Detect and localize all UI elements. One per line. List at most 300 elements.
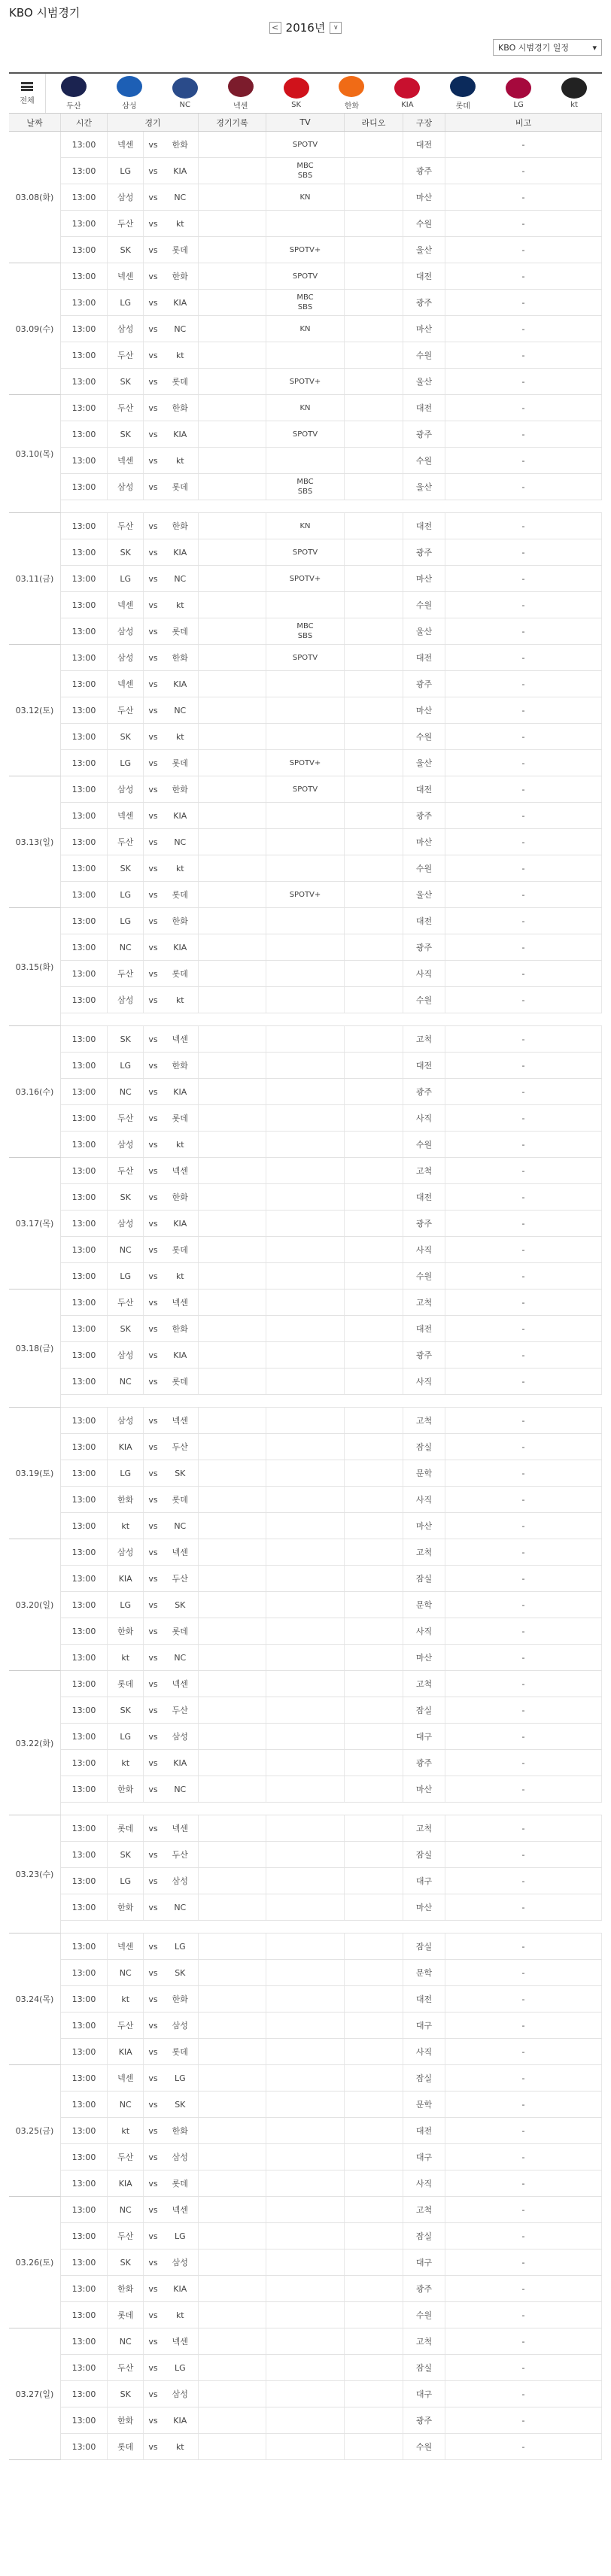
vs-label: vs — [148, 1218, 158, 1229]
note: - — [445, 2144, 602, 2170]
table-row — [9, 2170, 602, 2197]
vs-label: vs — [148, 2204, 158, 2215]
team-filter-2[interactable] — [157, 74, 213, 113]
radio — [345, 2091, 403, 2117]
tv-broadcast — [266, 724, 345, 749]
radio — [345, 961, 403, 986]
team-logo-icon — [117, 76, 142, 97]
tv-broadcast — [266, 2249, 345, 2275]
note: - — [445, 618, 602, 644]
vs-label: vs — [148, 1415, 158, 1426]
game-record — [199, 961, 266, 986]
radio — [345, 1842, 403, 1867]
home-team: NC — [163, 697, 199, 723]
note: - — [445, 882, 602, 907]
stadium: 울산 — [403, 618, 445, 644]
stadium: 고척 — [403, 1290, 445, 1315]
game-record — [199, 908, 266, 934]
team-filter-1[interactable] — [102, 74, 157, 113]
game-record — [199, 1263, 266, 1289]
tv-broadcast: SPOTV+ — [266, 566, 345, 591]
table-row — [9, 592, 602, 618]
note: - — [445, 1316, 602, 1341]
radio — [345, 1460, 403, 1486]
stadium: 잠실 — [403, 1934, 445, 1959]
team-filter-4[interactable] — [269, 74, 324, 113]
schedule-select[interactable] — [493, 39, 602, 56]
tv-broadcast — [266, 2065, 345, 2091]
game-time: 13:00 — [61, 1776, 108, 1802]
game-time: 13:00 — [61, 2091, 108, 2117]
tv-broadcast — [266, 342, 345, 368]
home-team: 롯데 — [163, 1105, 199, 1131]
date-cell: 03.10(목) — [9, 395, 61, 513]
tv-broadcast — [266, 1539, 345, 1565]
game-record — [199, 1671, 266, 1697]
game-time: 13:00 — [61, 184, 108, 210]
away-team: SK — [108, 2249, 144, 2275]
stadium: 마산 — [403, 566, 445, 591]
team-filter-0[interactable] — [46, 74, 102, 113]
away-team: 넥센 — [108, 803, 144, 828]
home-team: 롯데 — [163, 1487, 199, 1512]
tv-broadcast: KN — [266, 316, 345, 342]
away-team: LG — [108, 290, 144, 315]
tv-broadcast — [266, 1434, 345, 1460]
vs-label: vs — [148, 218, 158, 229]
tv-broadcast: KN — [266, 513, 345, 539]
note: - — [445, 1211, 602, 1236]
vs-label: vs — [148, 2362, 158, 2373]
game-record — [199, 2118, 266, 2143]
home-team: 두산 — [163, 1566, 199, 1591]
game-time: 13:00 — [61, 1237, 108, 1262]
stadium: 광주 — [403, 2407, 445, 2433]
home-team: kt — [163, 724, 199, 749]
tv-broadcast — [266, 1724, 345, 1749]
tv-broadcast: SPOTV — [266, 776, 345, 802]
game-record — [199, 1368, 266, 1394]
stadium: 광주 — [403, 803, 445, 828]
home-team: KIA — [163, 290, 199, 315]
note: - — [445, 961, 602, 986]
table-row — [9, 1815, 602, 1842]
table-row — [9, 2223, 602, 2249]
game-time: 13:00 — [61, 776, 108, 802]
game-time: 13:00 — [61, 158, 108, 184]
radio — [345, 1132, 403, 1157]
vs-label: vs — [148, 402, 158, 413]
game-record — [199, 1105, 266, 1131]
game-time: 13:00 — [61, 2012, 108, 2038]
game-time: 13:00 — [61, 1079, 108, 1104]
home-team: KIA — [163, 1211, 199, 1236]
tv-broadcast — [266, 1053, 345, 1078]
table-row — [9, 1894, 602, 1921]
radio — [345, 1894, 403, 1920]
game-record — [199, 342, 266, 368]
tv-broadcast — [266, 1460, 345, 1486]
note: - — [445, 1184, 602, 1210]
stadium: 마산 — [403, 697, 445, 723]
away-team: NC — [108, 2091, 144, 2117]
game-time: 13:00 — [61, 263, 108, 289]
radio — [345, 2223, 403, 2249]
away-team: LG — [108, 1592, 144, 1618]
note: - — [445, 132, 602, 157]
table-row — [9, 2039, 602, 2065]
column-header: 라디오 — [345, 114, 403, 131]
stadium: 고척 — [403, 2197, 445, 2222]
note: - — [445, 316, 602, 342]
game-record — [199, 1986, 266, 2012]
home-team: 한화 — [163, 2118, 199, 2143]
away-team: 삼성 — [108, 776, 144, 802]
team-logo-icon — [284, 77, 309, 99]
vs-label: vs — [148, 652, 158, 663]
game-record — [199, 1460, 266, 1486]
table-row — [9, 184, 602, 211]
vs-label: vs — [148, 1757, 158, 1768]
stadium: 잠실 — [403, 2355, 445, 2380]
away-team: 두산 — [108, 2223, 144, 2249]
empty-row — [9, 1013, 602, 1026]
stadium: 마산 — [403, 1894, 445, 1920]
team-filter-8[interactable] — [491, 74, 546, 113]
tv-broadcast — [266, 1592, 345, 1618]
game-time: 13:00 — [61, 697, 108, 723]
all-teams-button[interactable] — [9, 74, 46, 113]
game-record — [199, 882, 266, 907]
radio — [345, 2012, 403, 2038]
tv-broadcast — [266, 211, 345, 236]
radio — [345, 803, 403, 828]
home-team: kt — [163, 1132, 199, 1157]
game-time: 13:00 — [61, 211, 108, 236]
radio — [345, 618, 403, 644]
radio — [345, 132, 403, 157]
team-name: 두산 — [66, 102, 81, 111]
home-team: SK — [163, 2091, 199, 2117]
home-team: 롯데 — [163, 2170, 199, 2196]
game-time: 13:00 — [61, 1132, 108, 1157]
game-record — [199, 1434, 266, 1460]
game-time: 13:00 — [61, 2355, 108, 2380]
game-time: 13:00 — [61, 2381, 108, 2407]
table-row — [9, 1750, 602, 1776]
tv-broadcast — [266, 1487, 345, 1512]
stadium: 수원 — [403, 2302, 445, 2328]
game-record — [199, 1618, 266, 1644]
stadium: 울산 — [403, 369, 445, 394]
team-filter-3[interactable] — [213, 74, 269, 113]
game-record — [199, 1316, 266, 1341]
table-row — [9, 1566, 602, 1592]
radio — [345, 2302, 403, 2328]
note: - — [445, 1105, 602, 1131]
note: - — [445, 2223, 602, 2249]
radio — [345, 934, 403, 960]
away-team: SK — [108, 539, 144, 565]
home-team: 한화 — [163, 1986, 199, 2012]
vs-label: vs — [148, 139, 158, 150]
away-team: 삼성 — [108, 618, 144, 644]
tv-broadcast — [266, 1026, 345, 1052]
away-team: 삼성 — [108, 1132, 144, 1157]
game-time: 13:00 — [61, 2328, 108, 2354]
tv-broadcast — [266, 1566, 345, 1591]
away-team: 두산 — [108, 395, 144, 421]
vs-label: vs — [148, 2389, 158, 2399]
home-team: 한화 — [163, 645, 199, 670]
vs-label: vs — [148, 1139, 158, 1150]
away-team: SK — [108, 724, 144, 749]
note: - — [445, 1487, 602, 1512]
vs-label: vs — [148, 1626, 158, 1636]
table-row — [9, 1592, 602, 1618]
home-team: kt — [163, 448, 199, 473]
away-team: 두산 — [108, 1158, 144, 1183]
game-record — [199, 1184, 266, 1210]
stadium: 광주 — [403, 671, 445, 697]
stadium: 고척 — [403, 1815, 445, 1841]
table-row — [9, 2355, 602, 2381]
vs-label: vs — [148, 758, 158, 768]
table-row — [9, 1960, 602, 1986]
stadium: 문학 — [403, 1460, 445, 1486]
prev-year-button[interactable]: < — [269, 22, 281, 34]
away-team: 넥센 — [108, 448, 144, 473]
home-team: 넥센 — [163, 2197, 199, 2222]
table-row — [9, 1460, 602, 1487]
home-team: NC — [163, 1645, 199, 1670]
tv-broadcast — [266, 2407, 345, 2433]
stadium: 수원 — [403, 2434, 445, 2459]
game-time: 13:00 — [61, 474, 108, 500]
note: - — [445, 1697, 602, 1723]
table-row — [9, 513, 602, 539]
date-cell: 03.12(토) — [9, 645, 61, 776]
vs-label: vs — [148, 1547, 158, 1557]
note: - — [445, 184, 602, 210]
note: - — [445, 1342, 602, 1368]
tv-broadcast — [266, 1815, 345, 1841]
note: - — [445, 1815, 602, 1841]
table-row — [9, 2328, 602, 2355]
table-row — [9, 1237, 602, 1263]
vs-label: vs — [148, 1520, 158, 1531]
vs-label: vs — [148, 192, 158, 202]
away-team: 두산 — [108, 697, 144, 723]
radio — [345, 1263, 403, 1289]
radio — [345, 592, 403, 618]
game-record — [199, 1566, 266, 1591]
vs-label: vs — [148, 889, 158, 900]
away-team: 두산 — [108, 961, 144, 986]
radio — [345, 1934, 403, 1959]
stadium: 대전 — [403, 2118, 445, 2143]
stadium: 대구 — [403, 1724, 445, 1749]
team-filter-5[interactable] — [324, 74, 380, 113]
note: - — [445, 369, 602, 394]
away-team: 넥센 — [108, 1934, 144, 1959]
page-title: KBO 시범경기 — [9, 6, 81, 20]
radio — [345, 290, 403, 315]
table-row — [9, 1316, 602, 1342]
away-team: SK — [108, 369, 144, 394]
game-time: 13:00 — [61, 1342, 108, 1368]
radio — [345, 1105, 403, 1131]
team-filter-9[interactable] — [546, 74, 602, 113]
stadium: 광주 — [403, 934, 445, 960]
game-time: 13:00 — [61, 1960, 108, 1985]
note: - — [445, 1645, 602, 1670]
game-record — [199, 1408, 266, 1433]
radio — [345, 776, 403, 802]
away-team: 넥센 — [108, 2065, 144, 2091]
tv-broadcast: SPOTV — [266, 132, 345, 157]
radio — [345, 448, 403, 473]
home-team: 두산 — [163, 1434, 199, 1460]
away-team: 두산 — [108, 829, 144, 855]
game-record — [199, 369, 266, 394]
game-time: 13:00 — [61, 1290, 108, 1315]
away-team: 두산 — [108, 1290, 144, 1315]
away-team: 두산 — [108, 342, 144, 368]
team-filter-6[interactable] — [379, 74, 435, 113]
game-record — [199, 211, 266, 236]
vs-label: vs — [148, 1876, 158, 1886]
game-record — [199, 750, 266, 776]
stadium: 광주 — [403, 290, 445, 315]
radio — [345, 855, 403, 881]
game-time: 13:00 — [61, 2434, 108, 2459]
note: - — [445, 566, 602, 591]
home-team: 삼성 — [163, 1724, 199, 1749]
note: - — [445, 697, 602, 723]
radio — [345, 1671, 403, 1697]
year-dropdown-button[interactable]: ∨ — [330, 22, 342, 34]
table-row — [9, 1053, 602, 1079]
radio — [345, 539, 403, 565]
radio — [345, 2276, 403, 2301]
tv-broadcast — [266, 2039, 345, 2064]
note: - — [445, 1934, 602, 1959]
away-team: KIA — [108, 1566, 144, 1591]
note: - — [445, 1026, 602, 1052]
stadium: 사직 — [403, 1105, 445, 1131]
tv-broadcast — [266, 1671, 345, 1697]
table-row — [9, 566, 602, 592]
tv-broadcast — [266, 2355, 345, 2380]
stadium: 대구 — [403, 2381, 445, 2407]
tv-broadcast: SPOTV+ — [266, 369, 345, 394]
vs-label: vs — [148, 1468, 158, 1478]
menu-icon — [21, 82, 33, 91]
vs-label: vs — [148, 837, 158, 847]
away-team: NC — [108, 934, 144, 960]
table-row — [9, 2249, 602, 2276]
game-record — [199, 395, 266, 421]
game-record — [199, 1237, 266, 1262]
table-row — [9, 342, 602, 369]
away-team: SK — [108, 421, 144, 447]
tv-broadcast: SPOTV — [266, 645, 345, 670]
home-team: KIA — [163, 803, 199, 828]
away-team: LG — [108, 1868, 144, 1894]
home-team: KIA — [163, 671, 199, 697]
note: - — [445, 539, 602, 565]
team-name: 넥센 — [233, 102, 248, 111]
empty-row — [9, 1803, 602, 1815]
vs-label: vs — [148, 2257, 158, 2268]
vs-label: vs — [148, 916, 158, 926]
away-team: KIA — [108, 2170, 144, 2196]
game-time: 13:00 — [61, 908, 108, 934]
stadium: 광주 — [403, 158, 445, 184]
tv-broadcast — [266, 2302, 345, 2328]
stadium: 울산 — [403, 750, 445, 776]
note: - — [445, 987, 602, 1013]
game-time: 13:00 — [61, 1026, 108, 1052]
tv-broadcast — [266, 2276, 345, 2301]
table-row — [9, 421, 602, 448]
vs-label: vs — [148, 626, 158, 636]
stadium: 광주 — [403, 2276, 445, 2301]
tv-broadcast — [266, 908, 345, 934]
stadium: 대전 — [403, 1316, 445, 1341]
tv-broadcast — [266, 829, 345, 855]
stadium: 대구 — [403, 2249, 445, 2275]
radio — [345, 1408, 403, 1433]
game-record — [199, 618, 266, 644]
vs-label: vs — [148, 1494, 158, 1505]
radio — [345, 566, 403, 591]
note: - — [445, 421, 602, 447]
stadium: 수원 — [403, 1132, 445, 1157]
date-cell: 03.24(목) — [9, 1934, 61, 2065]
game-record — [199, 1513, 266, 1539]
game-record — [199, 1132, 266, 1157]
radio — [345, 1079, 403, 1104]
away-team: 삼성 — [108, 1342, 144, 1368]
note: - — [445, 2434, 602, 2459]
stadium: 수원 — [403, 211, 445, 236]
vs-label: vs — [148, 1705, 158, 1715]
game-time: 13:00 — [61, 987, 108, 1013]
stadium: 고척 — [403, 1158, 445, 1183]
away-team: 롯데 — [108, 1815, 144, 1841]
vs-label: vs — [148, 297, 158, 308]
game-record — [199, 2328, 266, 2354]
note: - — [445, 395, 602, 421]
home-team: 한화 — [163, 1184, 199, 1210]
radio — [345, 697, 403, 723]
game-record — [199, 290, 266, 315]
tv-broadcast — [266, 448, 345, 473]
home-team: kt — [163, 342, 199, 368]
team-filter-7[interactable] — [435, 74, 491, 113]
note: - — [445, 855, 602, 881]
away-team: 넥센 — [108, 592, 144, 618]
stadium: 광주 — [403, 1211, 445, 1236]
away-team: kt — [108, 2118, 144, 2143]
game-record — [199, 855, 266, 881]
stadium: 수원 — [403, 448, 445, 473]
column-header: 구장 — [403, 114, 445, 131]
away-team: 삼성 — [108, 474, 144, 500]
home-team: KIA — [163, 1750, 199, 1776]
